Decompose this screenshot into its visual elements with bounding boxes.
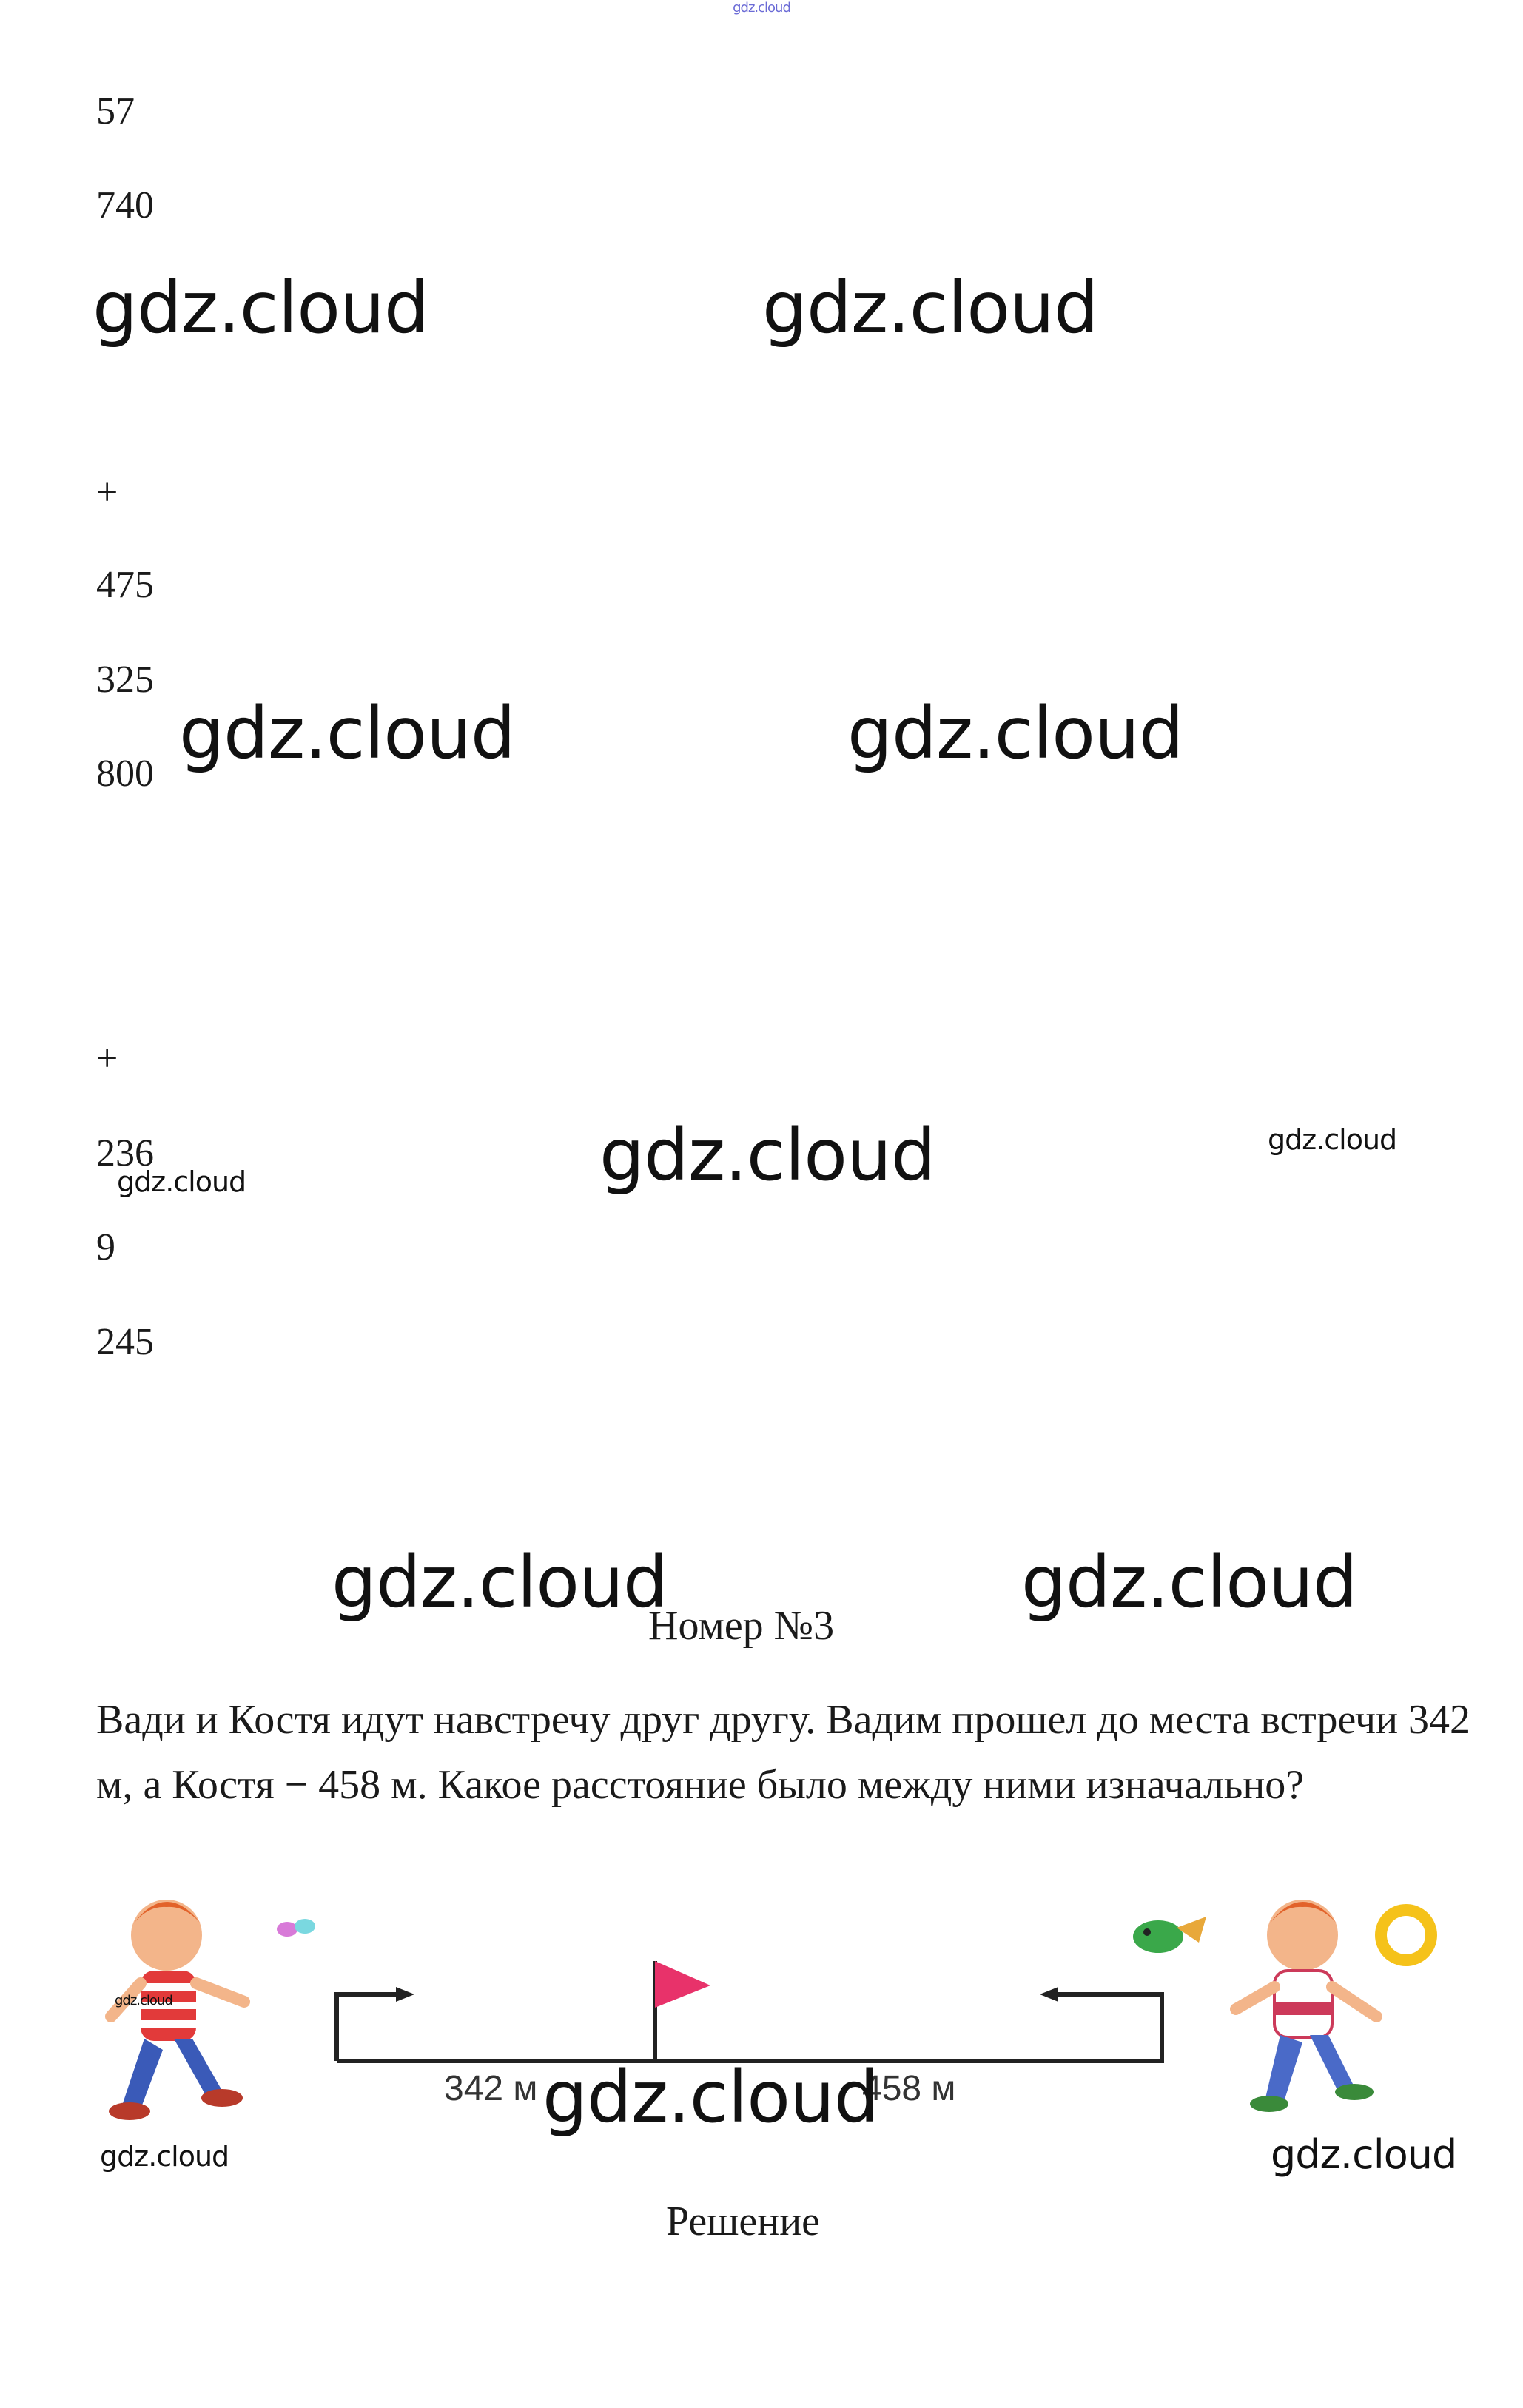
watermark: gdz.cloud bbox=[762, 266, 1098, 349]
watermark: gdz.cloud bbox=[1268, 1123, 1397, 1156]
number-800: 800 bbox=[96, 753, 154, 795]
boy-left-figure bbox=[109, 1900, 244, 2120]
label-342: 342 м bbox=[444, 2069, 538, 2108]
problem-title: Номер №3 bbox=[648, 1603, 835, 1649]
problem-text: Вади и Костя идут навстречу друг другу. Вадим прошел до места встречи 342 м, а Костя − 458 м. Какое расстояние было между ними изначально? bbox=[96, 1697, 1471, 1808]
number-740: 740 bbox=[96, 184, 154, 226]
bird-figure bbox=[1133, 1917, 1206, 1953]
number-236: 236 bbox=[96, 1132, 154, 1174]
top-watermark: gdz.cloud bbox=[733, 0, 790, 16]
arrow-right-icon bbox=[396, 1987, 414, 2002]
number-245: 245 bbox=[96, 1321, 154, 1363]
watermark: gdz.cloud bbox=[847, 692, 1183, 775]
watermark: gdz.cloud bbox=[93, 266, 428, 349]
number-9: 9 bbox=[96, 1226, 115, 1268]
solution-label: Решение bbox=[666, 2199, 821, 2244]
watermark: gdz.cloud bbox=[1021, 1541, 1357, 1624]
sun-icon bbox=[1375, 1904, 1437, 1966]
flag-icon bbox=[655, 1961, 710, 2061]
number-325: 325 bbox=[96, 659, 154, 701]
watermark: gdz.cloud bbox=[117, 1166, 246, 1198]
watermark: gdz.cloud bbox=[332, 1541, 668, 1624]
watermark: gdz.cloud bbox=[179, 692, 515, 775]
watermark: gdz.cloud bbox=[1271, 2131, 1457, 2178]
distance-path bbox=[337, 1994, 1162, 2061]
watermark: gdz.cloud bbox=[115, 1993, 172, 2008]
number-475: 475 bbox=[96, 564, 154, 606]
boy-right-figure bbox=[1236, 1900, 1376, 2112]
watermark: gdz.cloud bbox=[542, 2056, 878, 2139]
number-57: 57 bbox=[96, 90, 135, 132]
plus-sign: + bbox=[96, 471, 118, 514]
watermark: gdz.cloud bbox=[100, 2140, 229, 2173]
arrow-left-icon bbox=[1040, 1987, 1058, 2002]
watermark: gdz.cloud bbox=[599, 1114, 935, 1197]
butterfly-figure bbox=[277, 1919, 315, 1937]
plus-sign: + bbox=[96, 1037, 118, 1080]
label-458: 458 м bbox=[862, 2069, 956, 2108]
